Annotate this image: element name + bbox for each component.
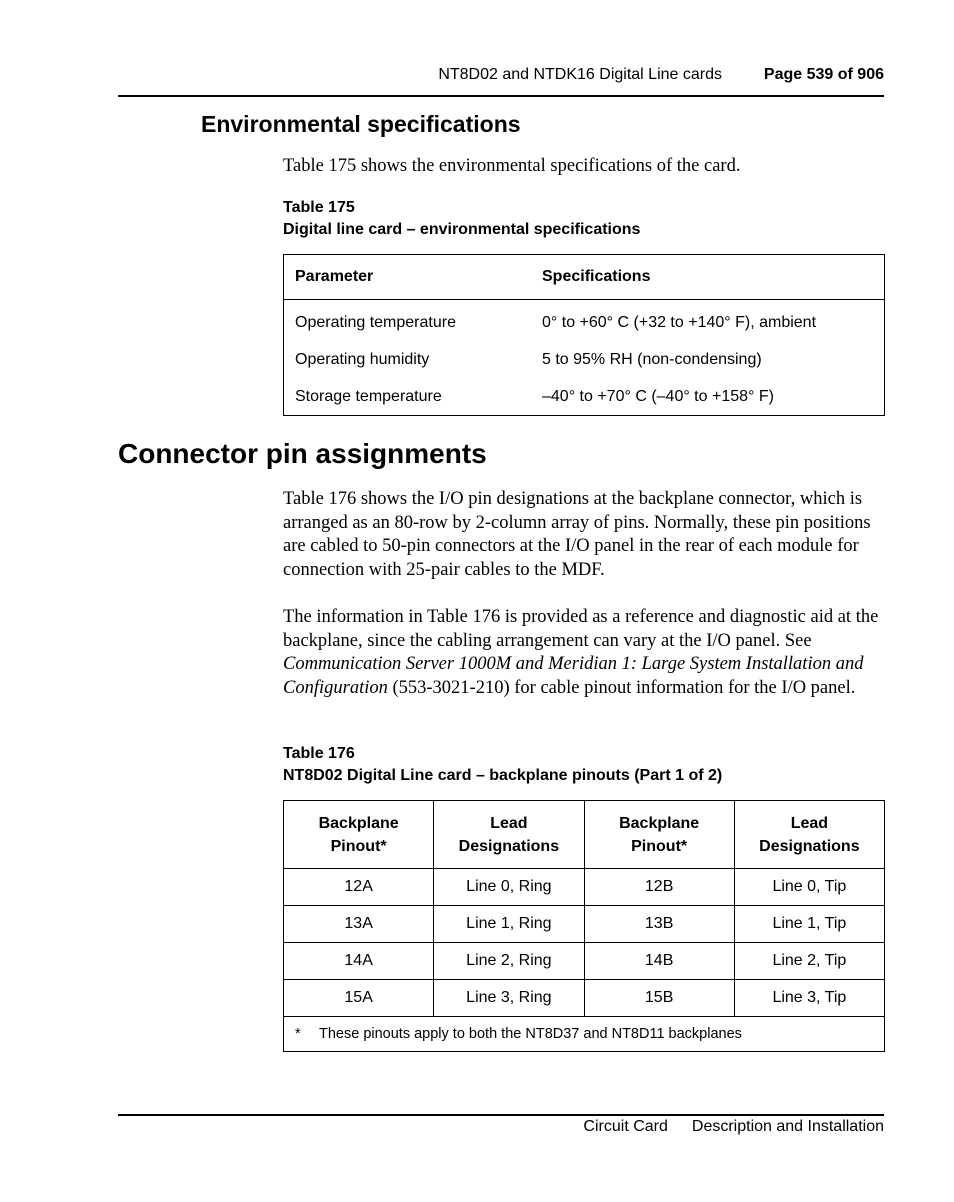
page-number: Page 539 of 906 <box>763 66 884 83</box>
lead-cell: Line 3, Tip <box>734 980 884 1017</box>
lead-cell: Line 0, Ring <box>434 869 584 906</box>
column-header-backplane-pinout <box>284 801 434 869</box>
lead-cell: Line 3, Ring <box>434 980 584 1017</box>
pinout-cell: 13B <box>584 906 734 943</box>
specification-cell: –40° to +70° C (–40° to +158° F) <box>542 387 774 405</box>
header-line: Designations <box>759 837 860 855</box>
pinout-cell: 15A <box>284 980 434 1017</box>
header-line: Designations <box>458 837 560 855</box>
header-line: Backplane <box>619 814 700 832</box>
pinout-cell: 14A <box>284 943 434 980</box>
header-line: Pinout* <box>330 837 387 855</box>
footnote-marker: * <box>295 1026 301 1042</box>
table-176-caption <box>283 743 722 787</box>
lead-cell: Line 2, Ring <box>434 943 584 980</box>
parameter-cell: Operating temperature <box>295 313 456 331</box>
pinout-cell: 12B <box>584 869 734 906</box>
paragraph-text: The information in Table 176 is provided as a reference and diagnostic aid at the backplane, since the cabling arrangement can vary at the I/O panel. See <box>283 607 879 651</box>
column-header-lead-designations <box>434 801 584 869</box>
table-175-title: Digital line card – environmental specifications <box>283 221 641 238</box>
table-header-row <box>284 255 885 300</box>
table-176-label: Table 176 <box>283 745 355 762</box>
specification-cell: 0° to +60° C (+32 to +140° F), ambient <box>542 313 817 331</box>
lead-cell: Line 0, Tip <box>734 869 884 906</box>
table-176-title: NT8D02 Digital Line card – backplane pinouts (Part 1 of 2) <box>283 767 723 784</box>
connector-paragraph-2 <box>283 606 885 700</box>
environmental-specifications-heading: Environmental specifications <box>201 111 521 137</box>
page-footer <box>583 1118 884 1136</box>
footnote-text: These pinouts apply to both the NT8D37 and NT8D11 backplanes <box>319 1026 742 1042</box>
footer-right-text: Description and Installation <box>691 1118 884 1135</box>
referenced-document-title: Communication Server 1000M and Meridian 1: Large System Installation and Configuration <box>283 654 864 698</box>
header-line: Lead <box>790 814 829 832</box>
table-footnote <box>284 1017 885 1052</box>
footer-rule <box>118 1114 884 1116</box>
footer-left-text: Circuit Card <box>583 1118 668 1135</box>
header-rule <box>118 95 884 97</box>
table-row <box>284 300 885 342</box>
column-header-specifications: Specifications <box>531 255 885 300</box>
paragraph-text: (553-3021-210) for cable pinout information for the I/O panel. <box>387 677 856 698</box>
pinout-cell: 12A <box>284 869 434 906</box>
parameter-cell: Storage temperature <box>295 387 442 405</box>
table-row <box>284 943 885 980</box>
table-row <box>284 378 885 416</box>
specification-cell: 5 to 95% RH (non-condensing) <box>542 350 762 368</box>
environmental-specifications-table <box>283 254 885 416</box>
table-175-label: Table 175 <box>283 199 355 216</box>
page-header <box>118 66 884 88</box>
parameter-cell: Operating humidity <box>295 350 430 368</box>
column-header-backplane-pinout <box>584 801 734 869</box>
table-row <box>284 980 885 1017</box>
pinout-cell: 13A <box>284 906 434 943</box>
header-title: NT8D02 and NTDK16 Digital Line cards <box>438 66 722 83</box>
table-row <box>284 341 885 378</box>
lead-cell: Line 1, Tip <box>734 906 884 943</box>
pinout-cell: 15B <box>584 980 734 1017</box>
backplane-pinouts-table <box>283 800 885 1052</box>
environmental-intro-paragraph: Table 175 shows the environmental specifications of the card. <box>283 156 741 176</box>
table-row <box>284 906 885 943</box>
pinout-cell: 14B <box>584 943 734 980</box>
table-175-caption <box>283 197 640 241</box>
table-footnote-row <box>284 1017 885 1052</box>
lead-cell: Line 2, Tip <box>734 943 884 980</box>
column-header-parameter: Parameter <box>284 255 532 300</box>
connector-paragraph-1: Table 176 shows the I/O pin designations at the backplane connector, which is arranged as an 80-row by 2-column array of pins. Normally, these pin positions are cabled to 50-pin connectors at the I/O panel in the rear of each module for connection with 25-pair cables to the MDF. <box>283 489 871 580</box>
column-header-lead-designations <box>734 801 884 869</box>
lead-cell: Line 1, Ring <box>434 906 584 943</box>
header-line: Lead <box>490 814 528 832</box>
header-line: Pinout* <box>631 837 688 855</box>
table-header-row <box>284 801 885 869</box>
table-row <box>284 869 885 906</box>
connector-pin-assignments-heading: Connector pin assignments <box>118 438 487 469</box>
header-line: Backplane <box>318 814 399 832</box>
